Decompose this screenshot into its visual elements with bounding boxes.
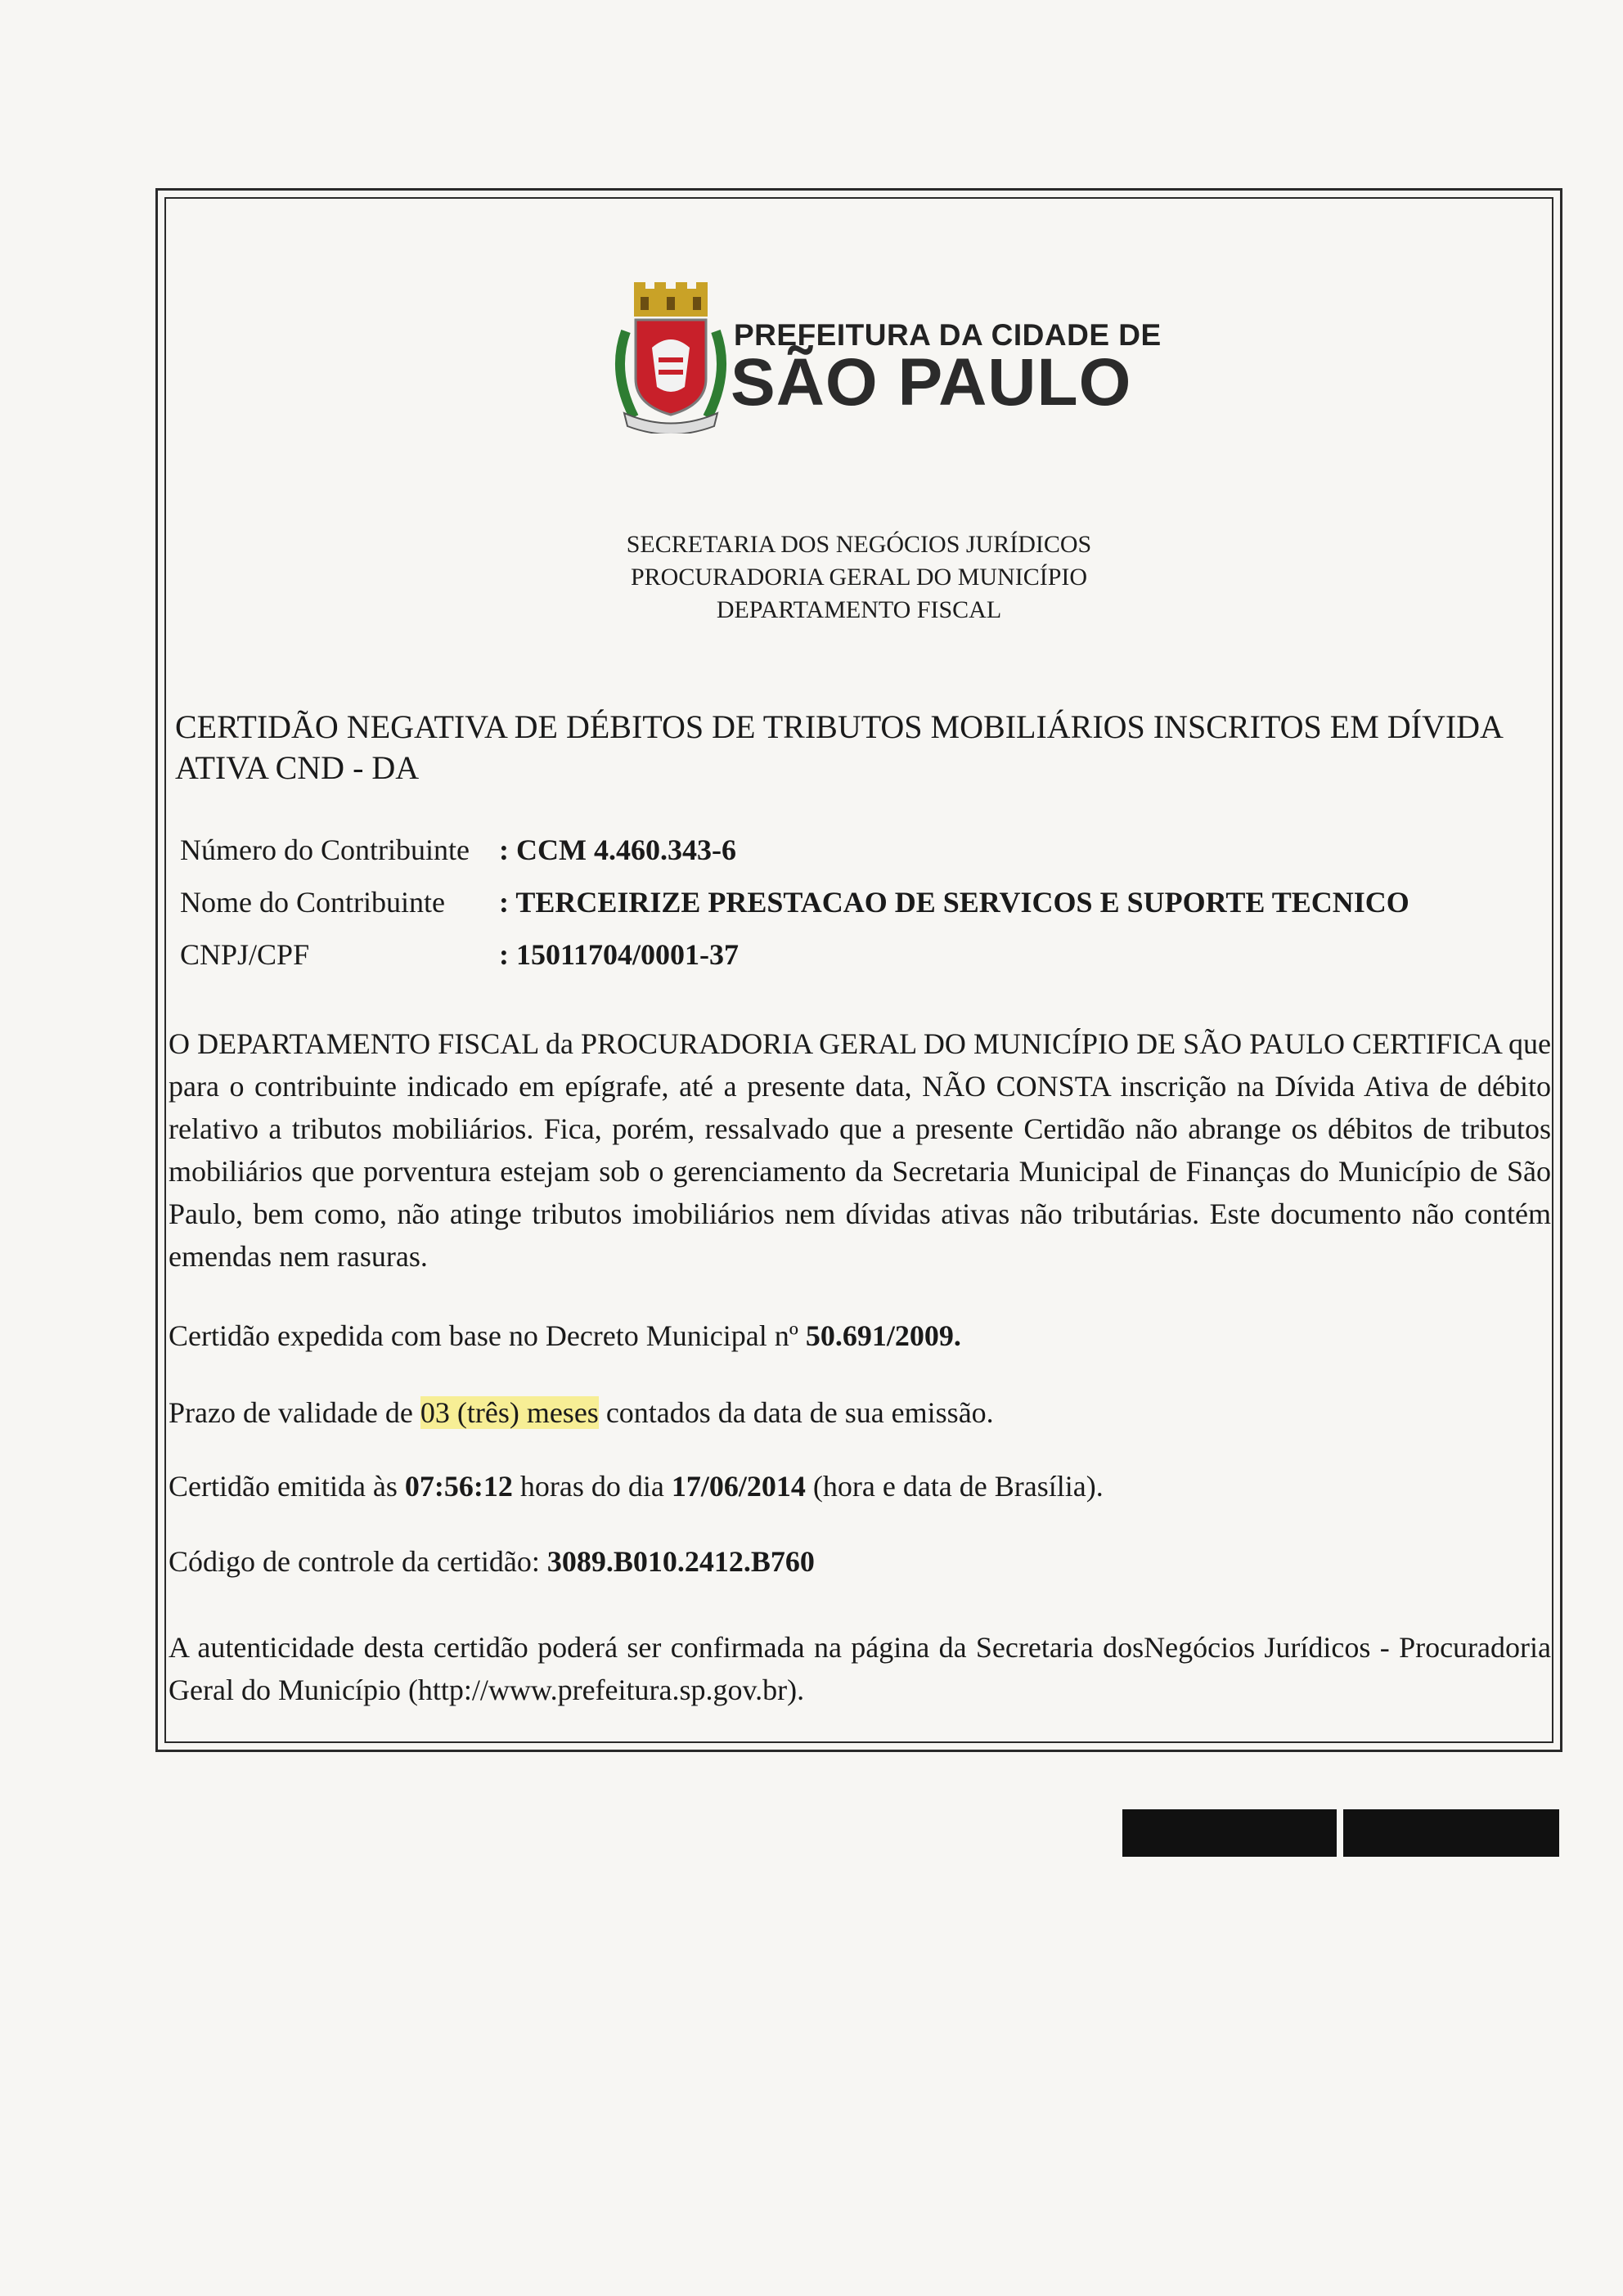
validade-prefix: Prazo de validade de bbox=[169, 1396, 420, 1429]
sao-paulo-coat-of-arms-icon bbox=[609, 282, 732, 434]
decreto-prefix: Certidão expedida com base no Decreto Municipal nº bbox=[169, 1319, 806, 1352]
prefeitura-logo bbox=[609, 282, 1162, 434]
header-departamento: DEPARTAMENTO FISCAL bbox=[716, 596, 1002, 623]
field-label: Nome do Contribuinte bbox=[180, 886, 445, 919]
field-cnpj-cpf bbox=[180, 937, 739, 972]
emissao-line bbox=[169, 1469, 1104, 1503]
field-label: Número do Contribuinte bbox=[180, 833, 470, 866]
validade-suffix: contados da data de sua emissão. bbox=[598, 1396, 994, 1429]
emissao-suffix: (hora e data de Brasília). bbox=[805, 1470, 1104, 1503]
emissao-prefix: Certidão emitida às bbox=[169, 1470, 405, 1503]
redaction-block-left bbox=[1122, 1809, 1337, 1857]
decreto-number: 50.691/2009. bbox=[805, 1319, 961, 1352]
field-numero-contribuinte bbox=[180, 833, 736, 867]
logo-line-1: PREFEITURA DA CIDADE DE bbox=[734, 318, 1162, 352]
header-secretaria: SECRETARIA DOS NEGÓCIOS JURÍDICOS bbox=[626, 531, 1092, 558]
validade-highlight: 03 (três) meses bbox=[420, 1396, 599, 1429]
field-value: : CCM 4.460.343-6 bbox=[499, 833, 736, 866]
redaction-block-right bbox=[1343, 1809, 1559, 1857]
validade-line bbox=[169, 1395, 994, 1430]
controle-prefix: Código de controle da certidão: bbox=[169, 1545, 547, 1578]
logo-line-2: SÃO PAULO bbox=[731, 345, 1132, 420]
certificate-title: CERTIDÃO NEGATIVA DE DÉBITOS DE TRIBUTOS MOBILIÁRIOS INSCRITOS EM DÍVIDA ATIVA CND - DA bbox=[175, 708, 1502, 786]
field-value: : 15011704/0001-37 bbox=[499, 938, 739, 971]
decreto-line bbox=[169, 1319, 961, 1353]
emissao-middle: horas do dia bbox=[512, 1470, 672, 1503]
certification-paragraph: O DEPARTAMENTO FISCAL da PROCURADORIA GERAL DO MUNICÍPIO DE SÃO PAULO CERTIFICA que para o contribuinte indicado em epígrafe, até a presente data, NÃO CONSTA inscrição na Dívida Ativa de débito relativo a tributos mobiliários. Fica, porém, ressalvado que a presente Certidão não abrange os débitos de tributos mobiliários que porventura estejam sob o gerenciamento da Secretaria Municipal de Finanças do Município de São Paulo, bem como, não atinge tributos imobiliários nem dívidas ativas não tributárias. Este documento não contém emendas nem rasuras. bbox=[169, 1027, 1551, 1273]
emissao-time: 07:56:12 bbox=[404, 1470, 513, 1503]
header-procuradoria: PROCURADORIA GERAL DO MUNICÍPIO bbox=[630, 564, 1088, 591]
field-value: : TERCEIRIZE PRESTACAO DE SERVICOS E SUPORTE TECNICO bbox=[499, 886, 1409, 919]
emissao-date: 17/06/2014 bbox=[671, 1470, 806, 1503]
controle-line bbox=[169, 1544, 815, 1579]
field-nome-contribuinte bbox=[180, 885, 1409, 919]
field-label: CNPJ/CPF bbox=[180, 938, 310, 971]
autenticidade-paragraph: A autenticidade desta certidão poderá ser confirmada na página da Secretaria dosNegócios Jurídicos - Procuradoria Geral do Município (http://www.prefeitura.sp.gov.br). bbox=[169, 1631, 1551, 1706]
controle-code: 3089.B010.2412.B760 bbox=[546, 1545, 815, 1578]
department-header bbox=[442, 528, 1276, 627]
